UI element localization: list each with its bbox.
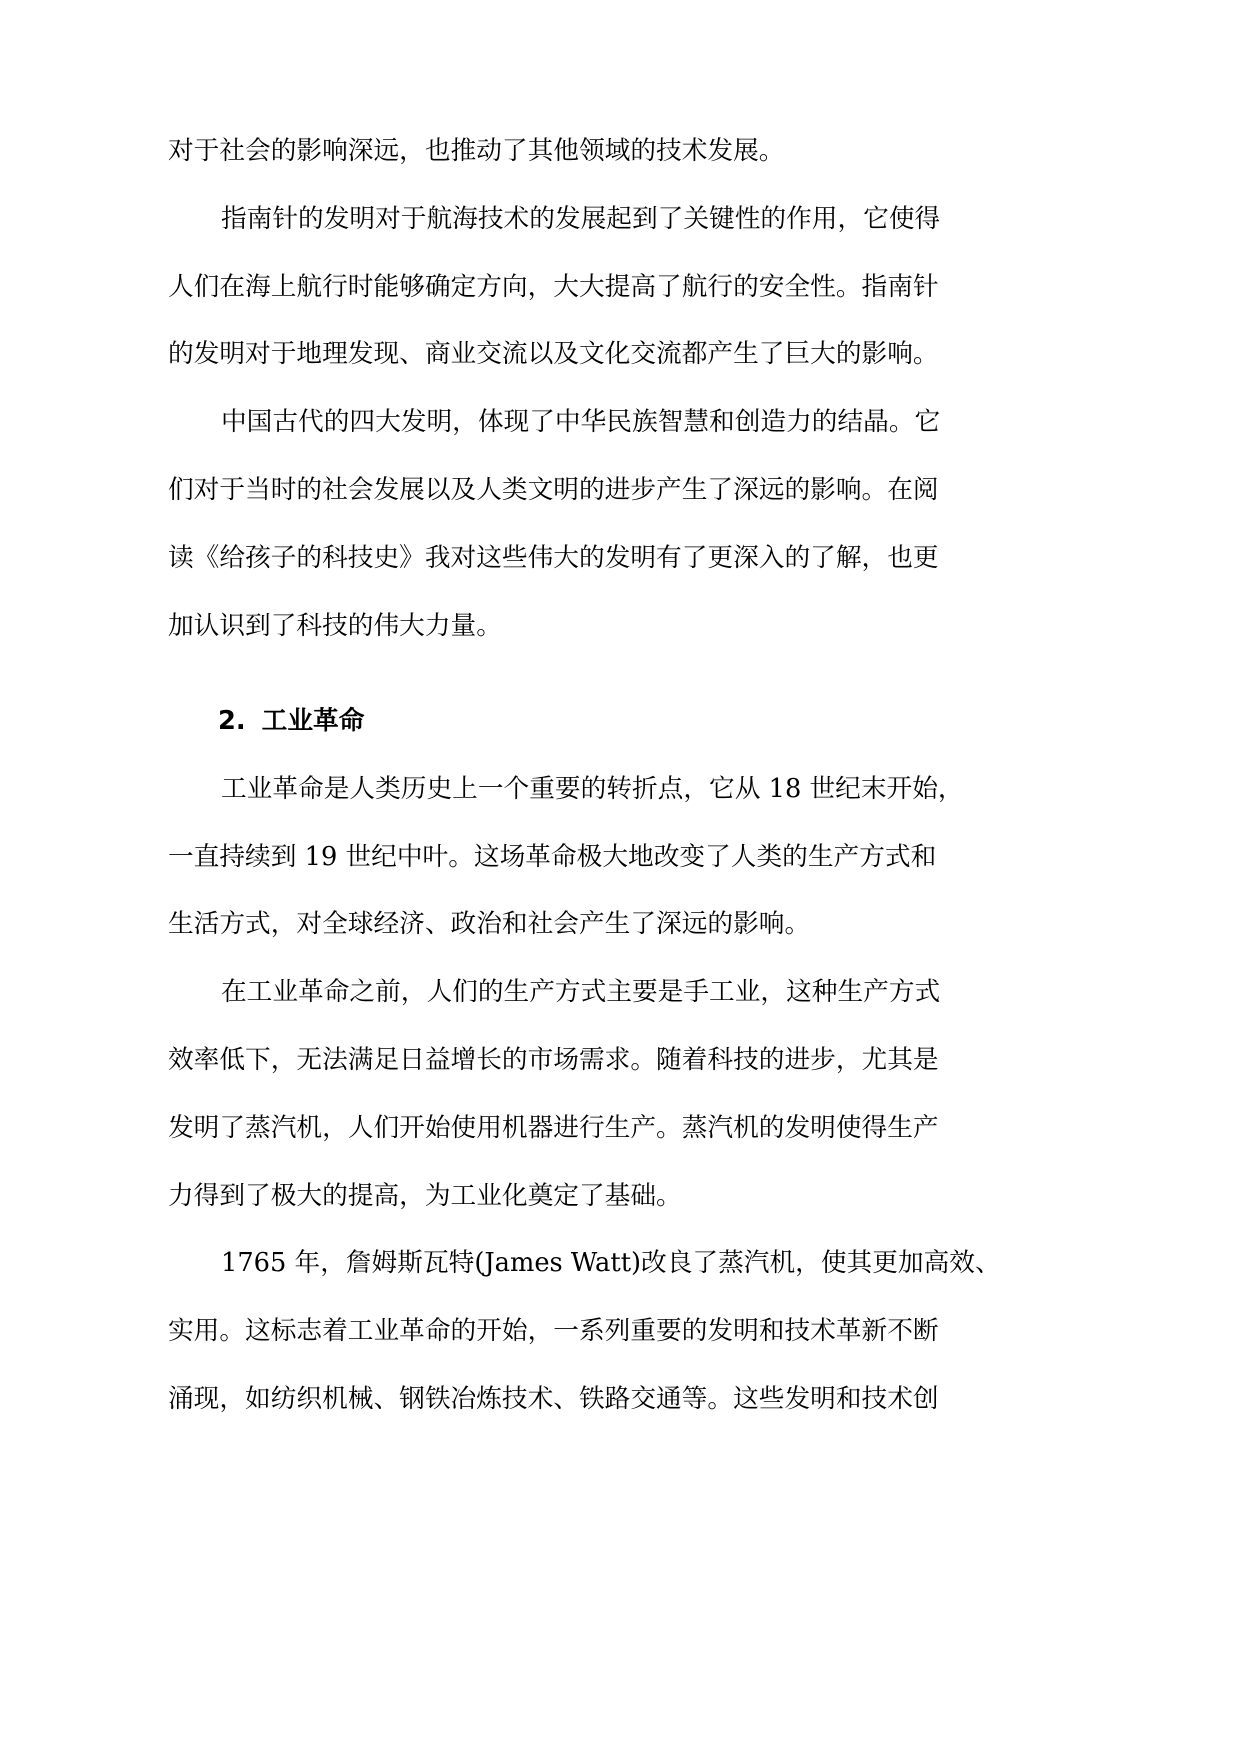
text-line: 涌现，如纺织机械、钢铁冶炼技术、铁路交通等。这些发明和技术创 xyxy=(168,1383,939,1414)
text-line: 力得到了极大的提高，为工业化奠定了基础。 xyxy=(168,1180,682,1211)
text-line: 人们在海上航行时能够确定方向，大大提高了航行的安全性。指南针 xyxy=(168,271,939,302)
text-line: 发明了蒸汽机，人们开始使用机器进行生产。蒸汽机的发明使得生产 xyxy=(168,1112,939,1143)
text-line: 加认识到了科技的伟大力量。 xyxy=(168,610,502,641)
text-line: 指南针的发明对于航海技术的发展起到了关键性的作用，它使得 xyxy=(221,203,941,234)
paragraph xyxy=(168,756,1041,959)
text-line: 效率低下，无法满足日益增长的市场需求。随着科技的进步，尤其是 xyxy=(168,1044,939,1075)
section-heading xyxy=(168,688,1041,756)
paragraph xyxy=(168,1230,1041,1433)
paragraph xyxy=(168,959,1041,1230)
text-line: 一直持续到 19 世纪中叶。这场革命极大地改变了人类的生产方式和 xyxy=(168,841,937,872)
text-line: 的发明对于地理发现、商业交流以及文化交流都产生了巨大的影响。 xyxy=(168,339,939,370)
text-line: 读《给孩子的科技史》我对这些伟大的发明有了更深入的了解，也更 xyxy=(168,542,939,573)
text-line: 1765 年，詹姆斯瓦特(James Watt)改良了蒸汽机，使其更加高效、 xyxy=(221,1248,1001,1279)
text-line: 中国古代的四大发明，体现了中华民族智慧和创造力的结晶。它 xyxy=(221,407,941,438)
section-title: 工业革命 xyxy=(261,705,365,736)
text-line: 生活方式，对全球经济、政治和社会产生了深远的影响。 xyxy=(168,909,811,940)
paragraph xyxy=(168,186,1041,389)
text-line: 在工业革命之前，人们的生产方式主要是手工业，这种生产方式 xyxy=(221,977,941,1008)
paragraph xyxy=(168,389,1041,660)
paragraph xyxy=(168,118,1041,186)
section-number: 2. xyxy=(218,705,246,736)
text-line: 们对于当时的社会发展以及人类文明的进步产生了深远的影响。在阅 xyxy=(168,474,939,505)
text-line: 工业革命是人类历史上一个重要的转折点，它从 18 世纪末开始， xyxy=(221,773,964,804)
text-line: 对于社会的影响深远，也推动了其他领域的技术发展。 xyxy=(168,136,785,166)
text-line: 实用。这标志着工业革命的开始，一系列重要的发明和技术革新不断 xyxy=(168,1316,939,1347)
